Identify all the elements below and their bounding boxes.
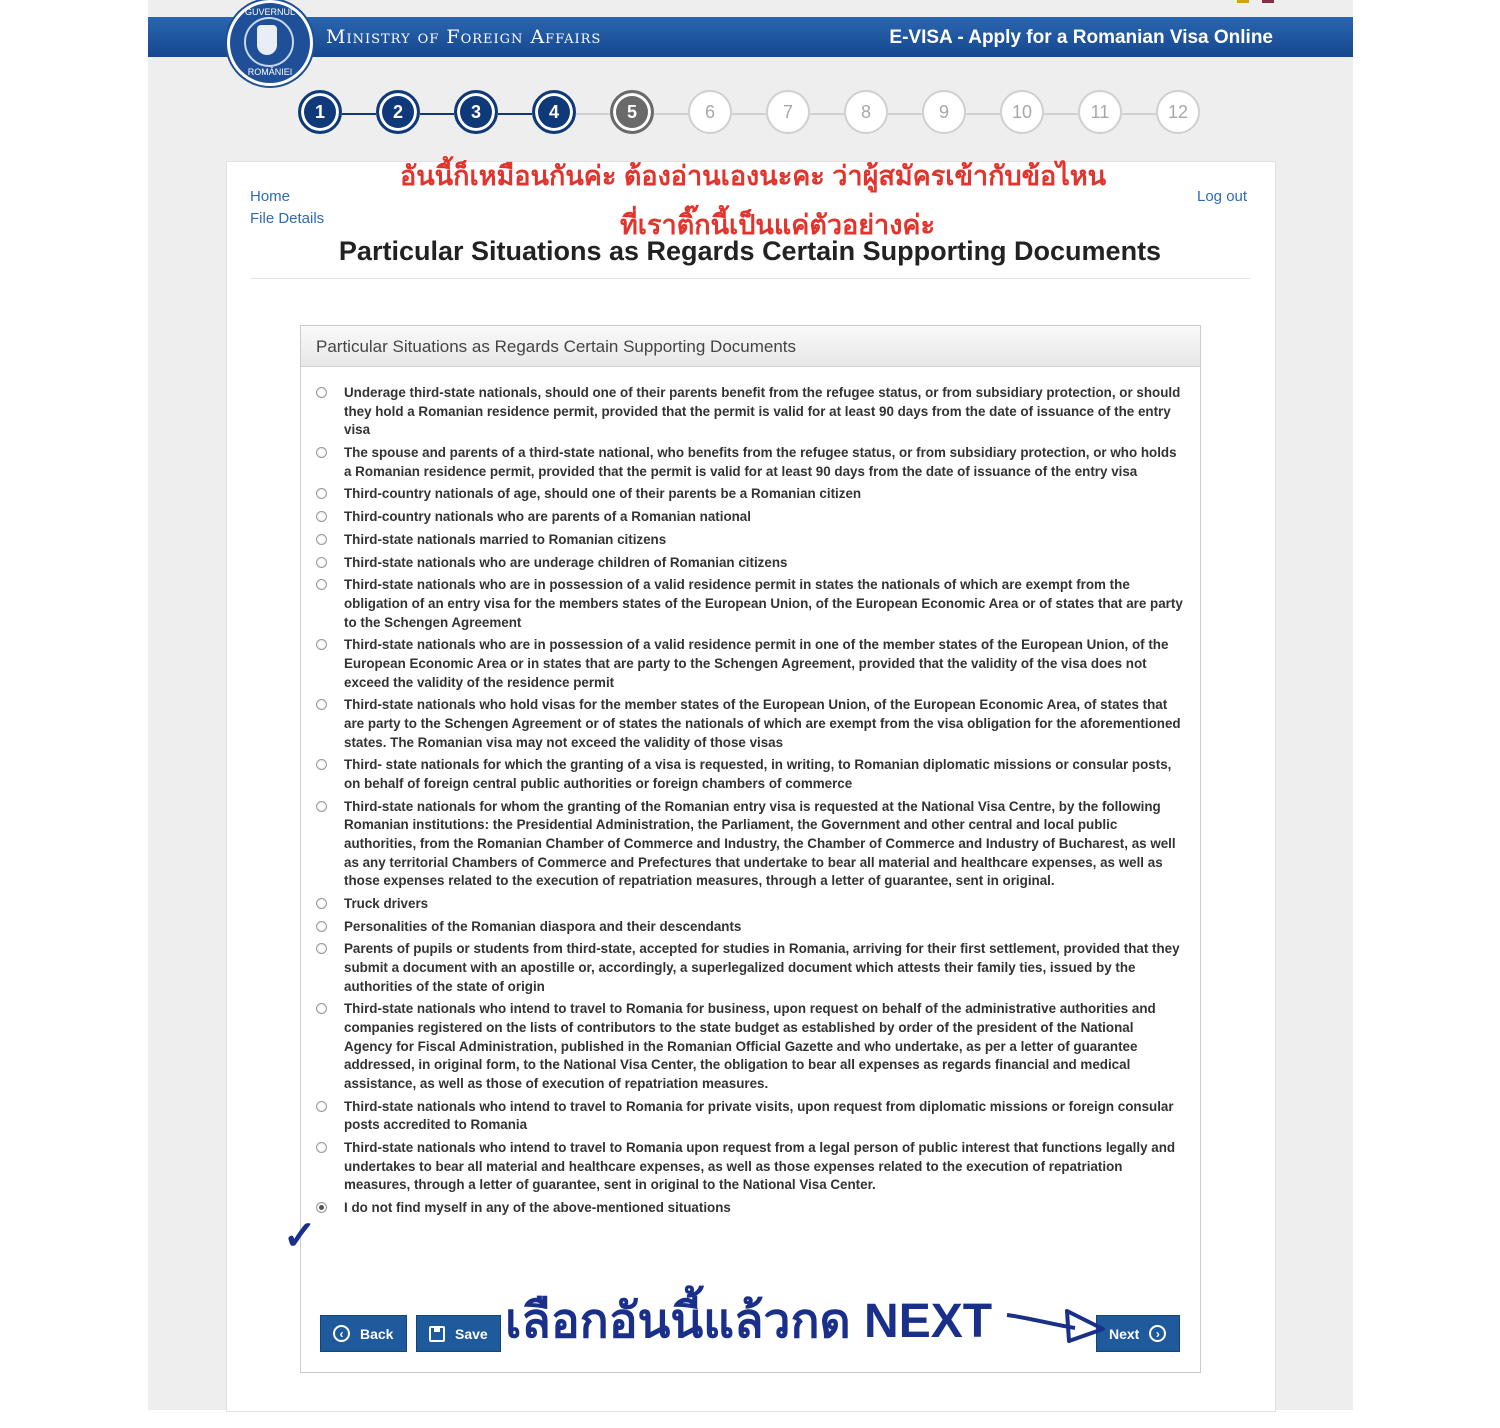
panel-header bbox=[301, 326, 1200, 367]
annotation-top-line2: ที่เราติ๊กนี้เป็นแค่ตัวอย่างค่ะ bbox=[620, 210, 935, 240]
situation-option-label: The spouse and parents of a third-state national, who benefits from the refugee status, or from subsidiary protection, or who holds a Romanian residence permit, provided that the permit is valid for at least 90 days from the date of issuance of the entry visa bbox=[344, 444, 1177, 479]
step-progress bbox=[298, 90, 1203, 138]
step-4[interactable]: 4 bbox=[532, 90, 576, 134]
situation-option[interactable] bbox=[301, 384, 1200, 440]
situation-option-label: Third-state nationals for whom the granting of the Romanian entry visa is requested at the National Visa Centre, by the following Romanian institutions: the Presidential Administration, the Parliament, the Government and other central and local public authorities, from the Romanian Chamber of Commerce and Industry, the Chamber of Commerce and Industry of Bucharest, as well as any territorial Chambers of Commerce and Prefectures that undertake to bear all material and healthcare expenses, as well as those expenses related to the execution of repatriation measures, through a letter of guarantee, sent in original. bbox=[344, 798, 1176, 889]
save-button-label: Save bbox=[455, 1325, 488, 1342]
situation-option[interactable] bbox=[301, 696, 1200, 752]
situation-option-label: Truck drivers bbox=[344, 895, 429, 911]
eagle-icon bbox=[257, 25, 277, 55]
situation-option-label: Third-state nationals who hold visas for the member states of the European Union, of the European Economic Area, of states that are party to the Schengen Agreement or of states the nationals of which are exempt from the visa obligation for the aforementioned states. The Romanian visa may not exceed the validity of those visas bbox=[344, 697, 1181, 750]
situation-option-label: Third-state nationals who are underage children of Romanian citizens bbox=[344, 554, 788, 570]
situation-option-label: Third-state nationals who intend to travel to Romania upon request from a legal person of public interest that functions legally and undertakes to bear all material and healthcare expenses, as well as those expenses related to the execution of repatriation measures, through a letter of guarantee, sent in original to the National Visa Center. bbox=[344, 1139, 1176, 1193]
step-connector bbox=[576, 113, 610, 115]
situation-option-label: Third- state nationals for which the granting of a visa is requested, in writing, to Romanian diplomatic missions or consular posts, on behalf of foreign central public authorities or foreign chambers of commerce bbox=[344, 757, 1172, 791]
save-button[interactable] bbox=[416, 1315, 501, 1352]
chevron-left-icon: ‹ bbox=[333, 1325, 350, 1342]
situation-option[interactable] bbox=[301, 1139, 1200, 1195]
situation-option-label: Underage third-state nationals, should one of their parents benefit from the refugee status, or from subsidiary protection, or should they hold a Romanian residence permit, provided that the permit is valid for at least 90 days from the date of issuance of the entry visa bbox=[344, 385, 1181, 438]
step-connector bbox=[888, 113, 922, 115]
step-2[interactable]: 2 bbox=[376, 90, 420, 134]
back-button-label: Back bbox=[360, 1325, 394, 1342]
step-10[interactable]: 10 bbox=[1000, 90, 1044, 134]
annotation-top-line1: อันนี้ก็เหมือนกันค่ะ ต้องอ่านเองนะคะ ว่าผู้สมัครเข้ากับข้อไหน bbox=[400, 161, 1107, 191]
step-6[interactable]: 6 bbox=[688, 90, 732, 134]
evisa-title: E-VISA - Apply for a Romanian Visa Online bbox=[889, 27, 1273, 48]
step-connector bbox=[1122, 113, 1156, 115]
flag-uk-icon[interactable] bbox=[1262, 0, 1274, 3]
step-connector bbox=[732, 113, 766, 115]
situation-option[interactable] bbox=[301, 756, 1200, 793]
step-7[interactable]: 7 bbox=[766, 90, 810, 134]
step-connector bbox=[1044, 113, 1078, 115]
radio-button[interactable] bbox=[316, 1003, 327, 1014]
step-9[interactable]: 9 bbox=[922, 90, 966, 134]
situation-option[interactable] bbox=[301, 1000, 1200, 1093]
back-button[interactable] bbox=[320, 1315, 407, 1352]
situation-option[interactable] bbox=[301, 576, 1200, 632]
step-connector bbox=[420, 113, 454, 115]
step-connector bbox=[342, 113, 376, 115]
radio-button[interactable] bbox=[316, 898, 327, 909]
situation-option[interactable] bbox=[301, 485, 1200, 504]
home-link[interactable]: Home bbox=[250, 188, 291, 205]
flag-ro-icon[interactable] bbox=[1237, 0, 1249, 3]
situation-option[interactable] bbox=[301, 940, 1200, 996]
ministry-title: Ministry of Foreign Affairs bbox=[326, 26, 602, 48]
situation-option-label: Parents of pupils or students from third-state, accepted for studies in Romania, arriving for their first settlement, provided that they submit a document with an apostille or, accordingly, a superlegalized document which attests their family ties, issued by the authorities of the state of origin bbox=[344, 941, 1180, 994]
divider bbox=[250, 278, 1250, 279]
situation-option[interactable] bbox=[301, 918, 1200, 937]
situation-option-label: I do not find myself in any of the above-mentioned situations bbox=[344, 1199, 731, 1215]
chevron-right-icon: › bbox=[1149, 1325, 1166, 1342]
step-3[interactable]: 3 bbox=[454, 90, 498, 134]
situation-option[interactable] bbox=[301, 636, 1200, 692]
panel-title: Particular Situations as Regards Certain Supporting Documents bbox=[316, 337, 797, 356]
radio-button[interactable] bbox=[316, 511, 327, 522]
situation-option[interactable] bbox=[301, 531, 1200, 550]
situation-option[interactable] bbox=[301, 1098, 1200, 1135]
radio-button[interactable] bbox=[316, 639, 327, 650]
next-button-label: Next bbox=[1109, 1325, 1140, 1342]
situation-option-label: Third-country nationals of age, should one of their parents be a Romanian citizen bbox=[344, 486, 862, 502]
situation-options bbox=[301, 384, 1200, 1222]
step-connector bbox=[654, 113, 688, 115]
step-connector bbox=[810, 113, 844, 115]
situation-option[interactable] bbox=[301, 554, 1200, 573]
radio-button[interactable] bbox=[316, 387, 327, 398]
government-seal-logo[interactable] bbox=[227, 0, 313, 86]
step-8[interactable]: 8 bbox=[844, 90, 888, 134]
radio-button[interactable] bbox=[316, 943, 327, 954]
situations-panel bbox=[300, 325, 1201, 1373]
radio-button[interactable] bbox=[316, 579, 327, 590]
annotation-bottom: เลือกอันนี้แล้วกด NEXT bbox=[505, 1295, 993, 1348]
checkmark-annotation: ✓ bbox=[283, 1214, 317, 1258]
file-details-link[interactable]: File Details bbox=[250, 210, 325, 227]
page-title: Particular Situations as Regards Certain Supporting Documents bbox=[338, 236, 1162, 266]
situation-option[interactable] bbox=[301, 508, 1200, 527]
step-11[interactable]: 11 bbox=[1078, 90, 1122, 134]
situation-option[interactable] bbox=[301, 798, 1200, 891]
radio-button[interactable] bbox=[316, 1142, 327, 1153]
radio-button[interactable] bbox=[316, 534, 327, 545]
save-disk-icon bbox=[429, 1326, 445, 1342]
situation-option-label: Third-country nationals who are parents of a Romanian national bbox=[344, 509, 751, 525]
situation-option-label: Third-state nationals who intend to travel to Romania for private visits, upon request from diplomatic missions or foreign consular posts accredited to Romania bbox=[344, 1098, 1174, 1133]
radio-button[interactable] bbox=[316, 488, 327, 499]
step-1[interactable]: 1 bbox=[298, 90, 342, 134]
radio-button[interactable] bbox=[316, 1202, 327, 1213]
radio-button[interactable] bbox=[316, 759, 327, 770]
step-5[interactable]: 5 bbox=[610, 90, 654, 134]
radio-button[interactable] bbox=[316, 447, 327, 458]
radio-button[interactable] bbox=[316, 1101, 327, 1112]
radio-button[interactable] bbox=[316, 801, 327, 812]
radio-button[interactable] bbox=[316, 557, 327, 568]
situation-option-label: Personalities of the Romanian diaspora and their descendants bbox=[344, 918, 742, 934]
situation-option[interactable] bbox=[301, 1199, 1200, 1218]
step-12[interactable]: 12 bbox=[1156, 90, 1200, 134]
radio-button[interactable] bbox=[316, 921, 327, 932]
logout-link[interactable]: Log out bbox=[1197, 188, 1248, 205]
seal-bottom-text: ROMÂNIEI bbox=[247, 67, 293, 77]
situation-option-label: Third-state nationals who are in possession of a valid residence permit in states the nationals of which are exempt from the obligation of an entry visa for the members states of the European Union, of the European Economic Area or of states that are party to the Schengen Agreement bbox=[344, 577, 1183, 630]
seal-top-text: GUVERNUL bbox=[244, 7, 295, 17]
situation-option[interactable] bbox=[301, 895, 1200, 914]
site-header bbox=[148, 17, 1353, 57]
step-connector bbox=[966, 113, 1000, 115]
arrow-annotation-icon bbox=[1005, 1303, 1115, 1343]
step-connector bbox=[498, 113, 532, 115]
situation-option-label: Third-state nationals who intend to travel to Romania for business, upon request on behalf of the administrative authorities and companies registered on the lists of contributors to the state budget as established by order of the president of the National Agency for Fiscal Administration, published in the Romanian Official Gazette and who undertake, as per a letter of guarantee addressed, in original form, to the National Visa Center, the obligation to bear all expenses as regards financial and medical assistance, as well as those of execution of repatriation measures. bbox=[344, 1001, 1156, 1091]
radio-button[interactable] bbox=[316, 699, 327, 710]
situation-option[interactable] bbox=[301, 444, 1200, 481]
situation-option-label: Third-state nationals who are in possession of a valid residence permit in one of the member states of the European Union, of the European Economic Area or in states that are party to the Schengen Agreement, provided that the validity of the visa does not exceed the validity of the residence permit bbox=[344, 637, 1169, 690]
situation-option-label: Third-state nationals married to Romanian citizens bbox=[344, 531, 667, 547]
